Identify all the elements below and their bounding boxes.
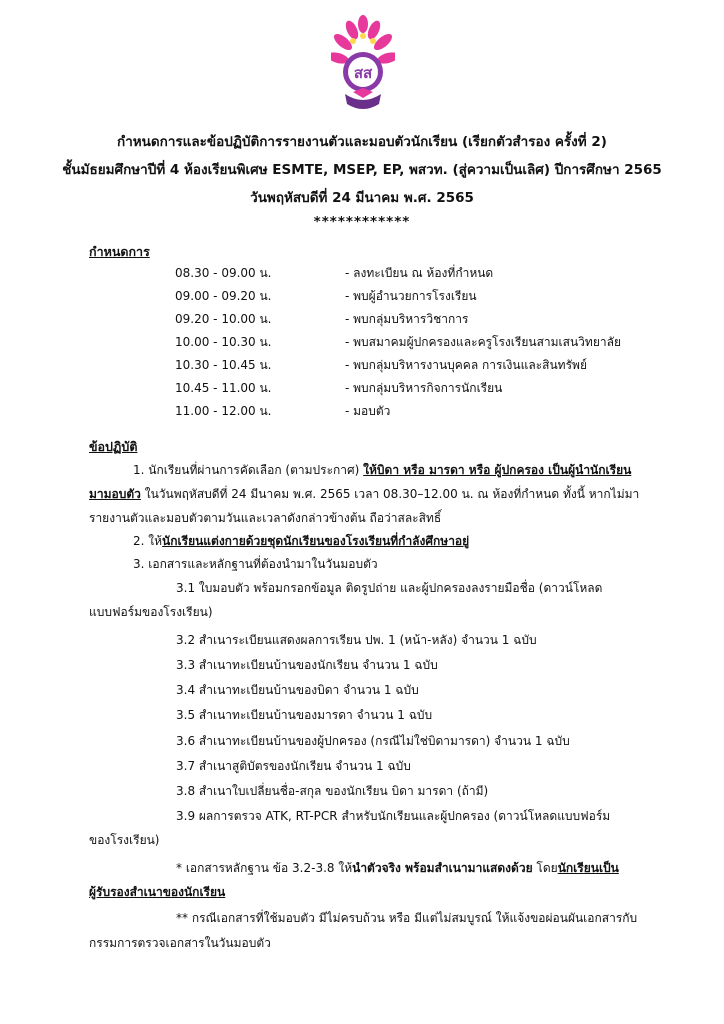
schedule-time: 10.45 - 11.00 น.: [175, 381, 272, 395]
note-1-text: * เอกสารหลักฐาน ข้อ 3.2-3.8 ให้: [176, 861, 353, 875]
page-title: กำหนดการและข้อปฏิบัติการรายงานตัวและมอบตัวนักเรียน (เรียกตัวสำรอง ครั้งที่ 2): [117, 134, 607, 150]
note-1-bold: นำตัวจริง พร้อมสำเนามาแสดงด้วย: [352, 861, 533, 875]
schedule-activity: - พบสมาคมผู้ปกครองและครูโรงเรียนสามเสนวิทยาลัย: [345, 335, 621, 349]
rule-1-line-1: [133, 462, 631, 478]
schedule-time: 09.00 - 09.20 น.: [175, 289, 272, 303]
schedule-activity: - พบกลุ่มบริหารงานบุคคล การเงินและสินทรัพย์: [345, 358, 587, 372]
event-date: วันพฤหัสบดีที่ 24 มีนาคม พ.ศ. 2565: [250, 190, 474, 206]
doc-3-6: 3.6 สำเนาทะเบียนบ้านของผู้ปกครอง (กรณีไม่ใช่บิดามารดา) จำนวน 1 ฉบับ: [176, 734, 570, 748]
note-1-emphasis-cont: ผู้รับรองสำเนาของนักเรียน: [89, 885, 226, 899]
doc-3-4: 3.4 สำเนาทะเบียนบ้านของบิดา จำนวน 1 ฉบับ: [176, 683, 419, 697]
doc-3-5: 3.5 สำเนาทะเบียนบ้านของมารดา จำนวน 1 ฉบับ: [176, 708, 433, 722]
note-1-emphasis: นักเรียนเป็น: [557, 861, 619, 875]
schedule-activity: - พบกลุ่มบริหารกิจการนักเรียน: [345, 381, 503, 395]
note-1-text-2: โดย: [532, 861, 558, 875]
page-subtitle: ชั้นมัธยมศึกษาปีที่ 4 ห้องเรียนพิเศษ ESMTE, MSEP, EP, พสวท. (สู่ความเป็นเลิศ) ปีการศึกษา 2565: [62, 162, 662, 178]
doc-3-9-line-2: ของโรงเรียน): [89, 833, 160, 847]
doc-3-1-line-2: แบบฟอร์มของโรงเรียน): [89, 605, 213, 619]
rule-1-emphasis-cont: มามอบตัว: [89, 487, 141, 501]
schedule-time: 09.20 - 10.00 น.: [175, 312, 272, 326]
note-1-line-2: [89, 884, 225, 900]
doc-3-9-line-1: 3.9 ผลการตรวจ ATK, RT-PCR สำหรับนักเรียนและผู้ปกครอง (ดาวน์โหลดแบบฟอร์ม: [176, 809, 611, 823]
doc-3-7: 3.7 สำเนาสูติบัตรของนักเรียน จำนวน 1 ฉบับ: [176, 759, 411, 773]
doc-3-8: 3.8 สำเนาใบเปลี่ยนชื่อ-สกุล ของนักเรียน บิดา มารดา (ถ้ามี): [176, 784, 489, 798]
rule-1-line-3: รายงานตัวและมอบตัวตามวันและเวลาดังกล่าวข้างต้น ถือว่าสละสิทธิ์: [89, 511, 442, 525]
doc-3-2: 3.2 สำเนาระเบียนแสดงผลการเรียน ปพ. 1 (หน้า-หลัง) จำนวน 1 ฉบับ: [176, 633, 537, 647]
schedule-activity: - พบผู้อำนวยการโรงเรียน: [345, 289, 477, 303]
svg-text:สส: สส: [353, 64, 373, 82]
doc-3-1-line-1: 3.1 ใบมอบตัว พร้อมกรอกข้อมูล ติดรูปถ่าย และผู้ปกครองลงรายมือชื่อ (ดาวน์โหลด: [176, 581, 603, 595]
rule-1-line-2: [89, 486, 639, 502]
note-2-line-1: ** กรณีเอกสารที่ใช้มอบตัว มีไม่ครบถ้วน หรือ มีแต่ไม่สมบูรณ์ ให้แจ้งขอผ่อนผันเอกสารกับ: [176, 911, 638, 925]
doc-3-3: 3.3 สำเนาทะเบียนบ้านของนักเรียน จำนวน 1 ฉบับ: [176, 658, 438, 672]
rule-3: 3. เอกสารและหลักฐานที่ต้องนำมาในวันมอบตัว: [133, 557, 378, 571]
school-emblem-icon: [331, 14, 395, 118]
schedule-heading: กำหนดการ: [89, 244, 150, 259]
note-1-line-1: [176, 860, 619, 876]
schedule-activity: - พบกลุ่มบริหารวิชาการ: [345, 312, 469, 326]
schedule-time: 10.00 - 10.30 น.: [175, 335, 272, 349]
rule-1-emphasis: ให้บิดา หรือ มารดา หรือ ผู้ปกครอง เป็นผู้นำนักเรียน: [363, 463, 632, 477]
separator: ************: [313, 214, 411, 230]
schedule-time: 08.30 - 09.00 น.: [175, 266, 272, 280]
schedule-activity: - ลงทะเบียน ณ ห้องที่กำหนด: [345, 266, 494, 280]
rule-2-text: 2. ให้: [133, 534, 163, 548]
rule-2: [133, 533, 469, 549]
rule-2-emphasis: นักเรียนแต่งกายด้วยชุดนักเรียนของโรงเรียนที่กำลังศึกษาอยู่: [162, 534, 470, 548]
schedule-time: 10.30 - 10.45 น.: [175, 358, 272, 372]
rules-heading: ข้อปฏิบัติ: [89, 439, 138, 454]
rule-1-text: 1. นักเรียนที่ผ่านการคัดเลือก (ตามประกาศ): [133, 463, 364, 477]
schedule-time: 11.00 - 12.00 น.: [175, 404, 272, 418]
schedule-activity: - มอบตัว: [345, 404, 391, 418]
note-2-line-2: กรรมการตรวจเอกสารในวันมอบตัว: [89, 936, 271, 950]
rule-1-text-cont: ในวันพฤหัสบดีที่ 24 มีนาคม พ.ศ. 2565 เวลา 08.30–12.00 น. ณ ห้องที่กำหนด ทั้งนี้ หากไม่มา: [140, 487, 640, 501]
